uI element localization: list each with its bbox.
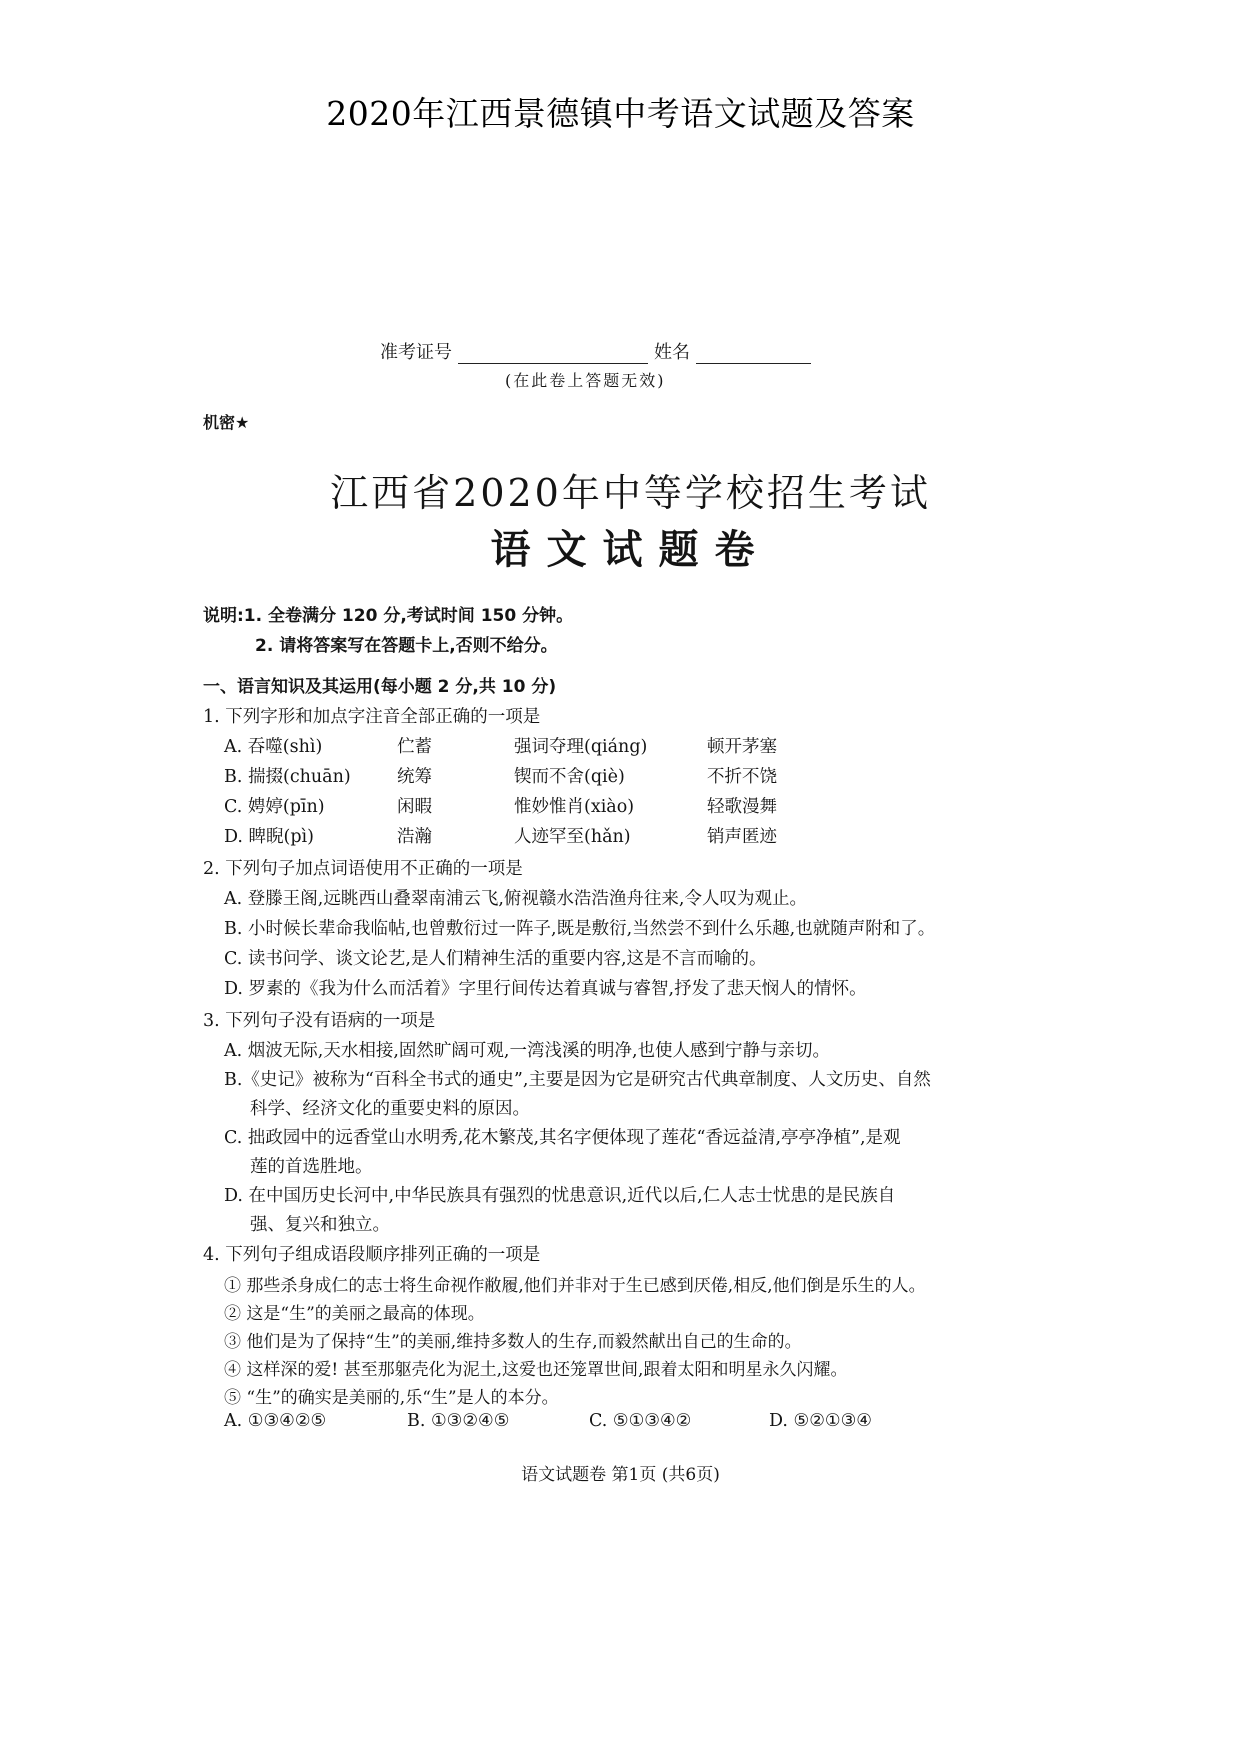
q4-sentence-2: ② 这是“生”的美丽之最高的体现。 (224, 1304, 485, 1324)
q3-option-a: A. 烟波无际,天水相接,固然旷阔可观,一湾浅溪的明净,也使人感到宁静与亲切。 (224, 1041, 831, 1061)
q3-option-d: D. 在中国历史长河中,中华民族具有强烈的忧患意识,近代以后,仁人志士忧患的是民族自 (224, 1186, 896, 1206)
instructions (203, 601, 573, 661)
document-title: 2020年江西景德镇中考语文试题及答案 (326, 94, 915, 133)
q2-option-c: C. 读书问学、谈文论艺,是人们精神生活的重要内容,这是不言而喻的。 (224, 949, 767, 969)
q1-option-c: C. 娉婷(pīn) 闲暇 惟妙惟肖(xiào) 轻歌漫舞 (224, 797, 777, 817)
q4-sentence-4: ④ 这样深的爱! 甚至那躯壳化为泥土,这爱也还笼罩世间,跟着太阳和明星永久闪耀。 (224, 1360, 848, 1380)
exam-id-blank (458, 343, 648, 364)
q3-option-d-cont: 强、复兴和独立。 (250, 1215, 390, 1235)
q4-sentence-5: ⑤ “生”的确实是美丽的,乐“生”是人的本分。 (224, 1388, 559, 1408)
name-blank (696, 343, 811, 364)
q4-answer-options (224, 1411, 1004, 1439)
question-1-stem: 1. 下列字形和加点字注音全部正确的一项是 (203, 707, 541, 727)
q1-option-d: D. 睥睨(pì) 浩瀚 人迹罕至(hǎn) 销声匿迹 (224, 827, 777, 847)
q4-answer-d: D. ⑤②①③④ (769, 1411, 872, 1431)
question-2-stem: 2. 下列句子加点词语使用不正确的一项是 (203, 859, 523, 879)
q1-option-b: B. 揣掇(chuān) 统筹 锲而不舍(qiè) 不折不饶 (224, 767, 777, 787)
q2-option-a: A. 登滕王阁,远眺西山叠翠南浦云飞,俯视赣水浩浩渔舟往来,令人叹为观止。 (224, 889, 807, 909)
q2-option-b: B. 小时候长辈命我临帖,也曾敷衍过一阵子,既是敷衍,当然尝不到什么乐趣,也就随声附和了。 (224, 919, 936, 939)
page-footer: 语文试题卷 第1页 (共6页) (521, 1465, 720, 1485)
instruction-2: 2. 请将答案写在答题卡上,否则不给分。 (255, 636, 558, 656)
invalid-note: (在此卷上答题无效) (505, 371, 666, 390)
exam-title: 江西省2020年中等学校招生考试 (330, 471, 931, 515)
exam-id-label: 准考证号 (380, 342, 452, 363)
name-label: 姓名 (654, 342, 690, 363)
q4-answer-b: B. ①③②④⑤ (407, 1411, 510, 1431)
q4-sentence-1: ① 那些杀身成仁的志士将生命视作敝履,他们并非对于生已感到厌倦,相反,他们倒是乐生的人。 (224, 1276, 926, 1296)
q4-answer-a: A. ①③④②⑤ (224, 1411, 327, 1431)
secret-mark: 机密★ (203, 413, 250, 432)
instruction-1: 说明:1. 全卷满分 120 分,考试时间 150 分钟。 (203, 606, 574, 626)
paper-title: 语文试题卷 (490, 527, 771, 573)
q3-option-c-cont: 莲的首选胜地。 (250, 1157, 373, 1177)
section-heading: 一、语言知识及其运用(每小题 2 分,共 10 分) (203, 677, 557, 697)
q4-answer-c: C. ⑤①③④② (589, 1411, 692, 1431)
candidate-info (380, 338, 817, 364)
q3-option-c: C. 拙政园中的远香堂山水明秀,花木繁茂,其名字便体现了莲花“香远益清,亭亭净植”,是观 (224, 1128, 901, 1148)
question-3-stem: 3. 下列句子没有语病的一项是 (203, 1011, 436, 1031)
q2-option-d: D. 罗素的《我为什么而活着》字里行间传达着真诚与睿智,抒发了悲天悯人的情怀。 (224, 979, 867, 999)
q1-option-a: A. 吞噬(shì) 伫蓄 强词夺理(qiáng) 顿开茅塞 (224, 737, 777, 757)
q3-option-b-cont: 科学、经济文化的重要史料的原因。 (250, 1099, 530, 1119)
q4-sentence-3: ③ 他们是为了保持“生”的美丽,维持多数人的生存,而毅然献出自己的生命的。 (224, 1332, 802, 1352)
question-4-stem: 4. 下列句子组成语段顺序排列正确的一项是 (203, 1245, 541, 1265)
q3-option-b: B.《史记》被称为“百科全书式的通史”,主要是因为它是研究古代典章制度、人文历史、自然 (224, 1070, 931, 1090)
